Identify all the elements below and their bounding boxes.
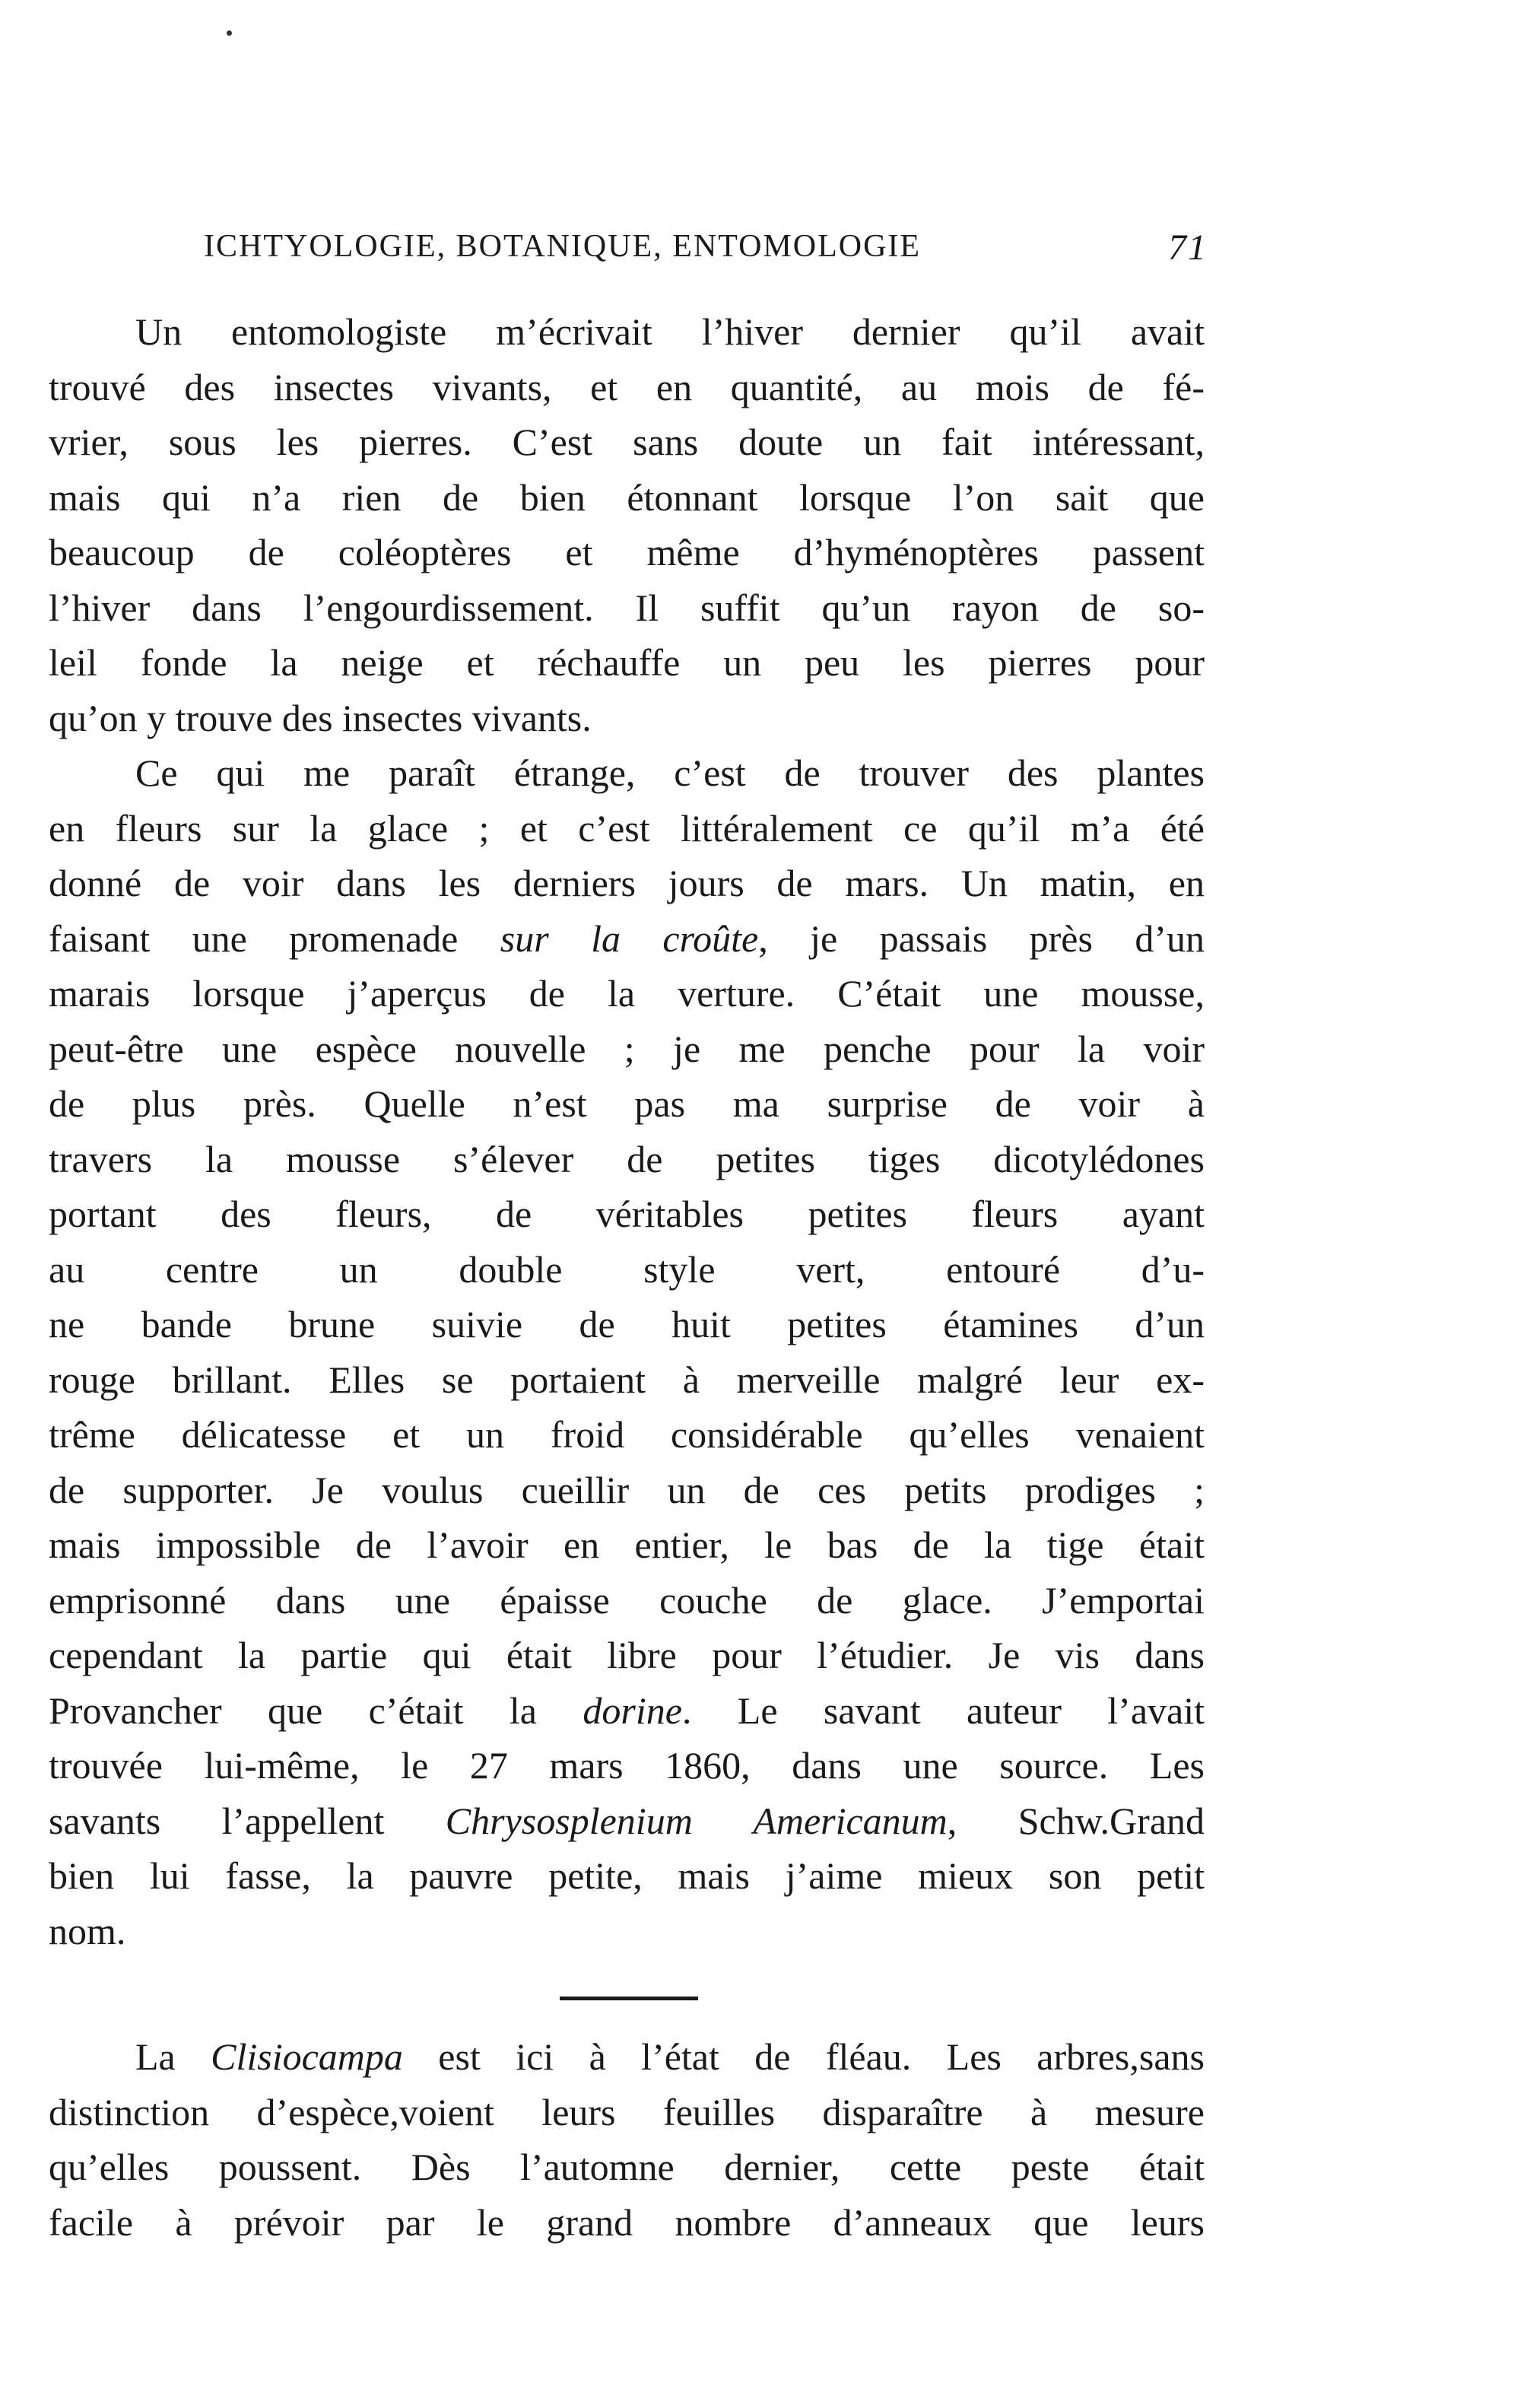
italic-run: dorine: [583, 1688, 682, 1732]
text-line: qu’elles poussent. Dès l’automne dernier, cette peste était: [49, 2146, 1205, 2188]
text-run: . Le savant auteur l’avait: [681, 1688, 1205, 1732]
text-line: de supporter. Je voulus cueillir un de ces petits prodiges ;: [49, 1468, 1205, 1511]
text-line: mais impossible de l’avoir en entier, le bas de la tige était: [49, 1523, 1205, 1566]
text-line: nom.: [49, 1909, 126, 1952]
text-run: , je passais près d’un: [758, 917, 1205, 960]
text-line: en fleurs sur la glace ; et c’est littéralement ce qu’il m’a été: [49, 806, 1205, 850]
running-head: [204, 228, 1208, 274]
text-line: donné de voir dans les derniers jours de mars. Un matin, en: [49, 862, 1205, 904]
text-line: Ce qui me paraît étrange, c’est de trouver des plantes: [135, 751, 1205, 794]
text-line: au centre un double style vert, entouré d’u-: [49, 1247, 1205, 1291]
italic-run: sur la croûte: [500, 917, 759, 960]
text-line-mixed: [49, 2029, 1205, 2085]
text-run: faisant une promenade: [49, 917, 500, 960]
text-line-mixed: [49, 1793, 1205, 1849]
text-run: , Schw.Grand: [947, 1799, 1205, 1842]
text-line: cependant la partie qui était libre pour l’étudier. Je vis dans: [49, 1634, 1205, 1676]
section-divider: [560, 1997, 698, 2000]
text-line-mixed: [49, 1683, 1205, 1739]
italic-run: Clisiocampa: [211, 2035, 403, 2078]
text-line: qu’on y trouve des insectes vivants.: [49, 696, 592, 739]
text-run: savants l’appellent: [49, 1799, 446, 1842]
text-line: emprisonné dans une épaisse couche de glace. J’emportai: [49, 1578, 1205, 1622]
main-text: [49, 304, 1205, 1958]
text-line: peut-être une espèce nouvelle ; je me penche pour la voir: [49, 1027, 1205, 1070]
text-line: marais lorsque j’aperçus de la verture. C’était une mousse,: [49, 972, 1205, 1015]
text-line: trouvée lui-même, le 27 mars 1860, dans une source. Les: [49, 1744, 1205, 1787]
italic-run: Chrysosplenium Americanum: [445, 1799, 948, 1842]
text-line: mais qui n’a rien de bien étonnant lorsque l’on sait que: [49, 475, 1205, 519]
text-line: vrier, sous les pierres. C’est sans doute un fait intéressant,: [49, 421, 1205, 463]
text-line: facile à prévoir par le grand nombre d’anneaux que leurs: [49, 2200, 1205, 2244]
text-line: de plus près. Quelle n’est pas ma surprise de voir à: [49, 1082, 1205, 1125]
text-line: beaucoup de coléoptères et même d’hyménoptères passent: [49, 531, 1205, 573]
text-line: distinction d’espèce,voient leurs feuilles disparaître à mesure: [49, 2090, 1205, 2133]
main-text-continued: [49, 2029, 1205, 2250]
text-line: trouvé des insectes vivants, et en quantité, au mois de fé-: [49, 365, 1205, 408]
text-line-mixed: [49, 911, 1205, 967]
text-line: l’hiver dans l’engourdissement. Il suffit qu’un rayon de so-: [49, 586, 1205, 629]
text-line: rouge brillant. Elles se portaient à merveille malgré leur ex-: [49, 1358, 1205, 1401]
text-line: portant des fleurs, de véritables petites fleurs ayant: [49, 1193, 1205, 1235]
ink-speck: [227, 30, 232, 36]
text-run: La: [135, 2035, 211, 2078]
text-line: trême délicatesse et un froid considérable qu’elles venaient: [49, 1413, 1205, 1456]
text-line: Un entomologiste m’écrivait l’hiver dernier qu’il avait: [135, 310, 1205, 353]
text-run: est ici à l’état de fléau. Les arbres,sans: [402, 2035, 1205, 2078]
text-line: bien lui fasse, la pauvre petite, mais j’aime mieux son petit: [49, 1854, 1205, 1897]
text-line: leil fonde la neige et réchauffe un peu les pierres pour: [49, 641, 1205, 684]
text-line: ne bande brune suivie de huit petites étamines d’un: [49, 1303, 1205, 1345]
text-line: travers la mousse s’élever de petites tiges dicotylédones: [49, 1137, 1205, 1180]
running-title: ICHTYOLOGIE, BOTANIQUE, ENTOMOLOGIE: [204, 229, 922, 264]
page-number: 71: [1168, 227, 1208, 268]
text-run: Provancher que c’était la: [49, 1688, 583, 1732]
